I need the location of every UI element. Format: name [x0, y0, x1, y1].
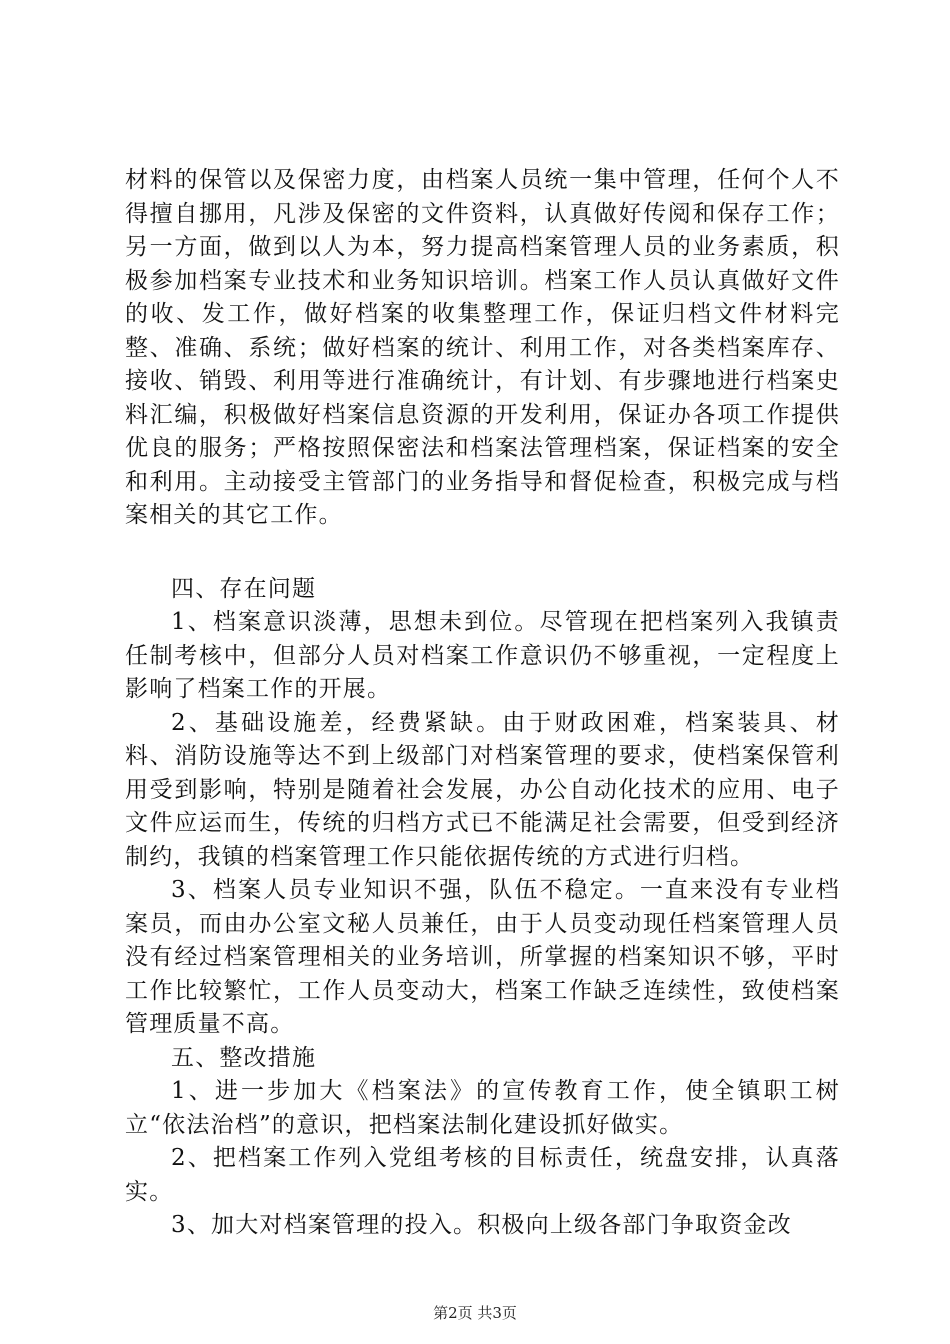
- measure-item-2: 2、把档案工作列入党组考核的目标责任，统盘安排，认真落实。: [125, 1145, 840, 1205]
- measure-item-3: 3、加大对档案管理的投入。积极向上级各部门争取资金改: [171, 1212, 792, 1238]
- section-heading-problems: 四、存在问题: [171, 575, 317, 602]
- problem-item-3: 3、档案人员专业知识不强，队伍不稳定。一直来没有专业档案员，而由办公室文秘人员兼任，由于人员变动现任档案管理人员没有经过档案管理相关的业务培训，所掌握的档案知识不够，平时工作比较繁忙，工作人员变动大，档案工作缺乏连续性，致使档案管理质量不高。: [125, 877, 840, 1037]
- section-heading-measures: 五、整改措施: [171, 1044, 317, 1071]
- measure-item-1: 1、进一步加大《档案法》的宣传教育工作，使全镇职工树立“依法治档”的意识，把档案法制化建设抓好做实。: [125, 1078, 840, 1138]
- paragraph-continuation: 材料的保管以及保密力度，由档案人员统一集中管理，任何个人不得擅自挪用，凡涉及保密的文件资料，认真做好传阅和保存工作；另一方面，做到以人为本，努力提高档案管理人员的业务素质，积极参加档案专业技术和业务知识培训。档案工作人员认真做好文件的收、发工作，做好档案的收集整理工作，保证归档文件材料完整、准确、系统；做好档案的统计、利用工作，对各类档案库存、接收、销毁、利用等进行准确统计，有计划、有步骤地进行档案史料汇编，积极做好档案信息资源的开发利用，保证办各项工作提供优良的服务；严格按照保密法和档案法管理档案，保证档案的安全和利用。主动接受主管部门的业务指导和督促检查，积极完成与档案相关的其它工作。: [125, 167, 840, 528]
- document-body: [125, 164, 840, 1243]
- problem-item-1: 1、档案意识淡薄，思想未到位。尽管现在把档案列入我镇责任制考核中，但部分人员对档案工作意识仍不够重视，一定程度上影响了档案工作的开展。: [125, 609, 840, 702]
- problem-item-2: 2、基础设施差，经费紧缺。由于财政困难，档案装具、材料、消防设施等达不到上级部门对档案管理的要求，使档案保管利用受到影响，特别是随着社会发展，办公自动化技术的应用、电子文件应运而生，传统的归档方式已不能满足社会需要，但受到经济制约，我镇的档案管理工作只能依据传统的方式进行归档。: [125, 709, 840, 870]
- page-footer: 第2页 共3页: [433, 1304, 517, 1322]
